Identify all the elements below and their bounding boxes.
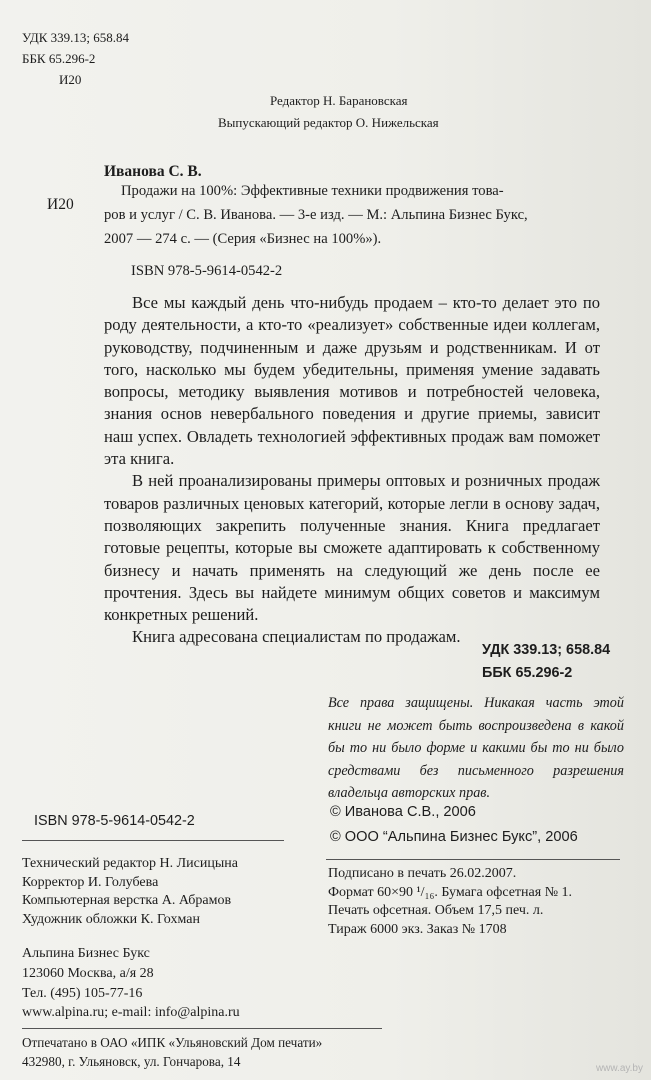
- publisher-name: Альпина Бизнес Букс: [22, 946, 150, 961]
- print-run-order: Тираж 6000 экз. Заказ № 1708: [328, 921, 507, 937]
- divider-right: [326, 859, 620, 860]
- bibliographic-line-1: Продажи на 100%: Эффективные техники продвижения това-: [121, 183, 504, 199]
- isbn-top: ISBN 978-5-9614-0542-2: [131, 263, 283, 279]
- editor-line: Редактор Н. Барановская: [270, 93, 408, 108]
- isbn-bottom: ISBN 978-5-9614-0542-2: [34, 813, 195, 829]
- annotation-paragraph: Все мы каждый день что-нибудь продаем – кто-то делает это по роду деятельности, а кто-то «реализует» собственные идеи коллегам, руководству, подчиненным и даже друзьям и родственникам. И от того, насколько мы будем убедительны, применяя умение задавать вопросы, методику выявления мотивов и потребностей человека, знания основ невербального поведения и другие приемы, зависит наш успех. Овладеть технологией эффективных продаж вам поможет эта книга.: [104, 293, 600, 469]
- copyright-publisher: © ООО “Альпина Бизнес Букс”, 2006: [330, 829, 578, 845]
- print-volume: Печать офсетная. Объем 17,5 печ. л.: [328, 903, 544, 919]
- bibliographic-line-2: ров и услуг / С. В. Иванова. — 3-е изд. — М.: Альпина Бизнес Букс,: [104, 207, 528, 223]
- rights-notice: Все права защищены. Никакая часть этой книги не может быть воспроизведена в какой бы то ни было форме и какими бы то ни было средствами без письменного разрешения владельца авторских прав.: [328, 695, 624, 801]
- layout-designer: Компьютерная верстка А. Абрамов: [22, 893, 232, 909]
- bbk-code-top: ББК 65.296-2: [22, 51, 96, 66]
- printer-address: 432980, г. Ульяновск, ул. Гончарова, 14: [22, 1054, 241, 1069]
- publisher-address: 123060 Москва, а/я 28: [22, 965, 154, 981]
- annotation-paragraph: Книга адресована специалистам по продажам.: [132, 627, 461, 647]
- managing-editor-line: Выпускающий редактор О. Нижельская: [218, 115, 439, 130]
- author-mark-top: И20: [59, 72, 82, 87]
- author-name: Иванова С. В.: [104, 163, 202, 180]
- imprint-left: [22, 855, 238, 929]
- copyright-author: © Иванова С.В., 2006: [330, 804, 476, 820]
- imprint-right: [328, 865, 572, 939]
- technical-editor: Технический редактор Н. Лисицына: [22, 856, 238, 871]
- bbk-code-bottom: ББК 65.296-2: [482, 665, 573, 681]
- annotation: [104, 292, 600, 649]
- bibliographic-line-3: 2007 — 274 с. — (Серия «Бизнес на 100%»).: [104, 231, 382, 247]
- annotation-paragraph: В ней проанализированы примеры оптовых и розничных продаж товаров различных ценовых категорий, которые легли в основу задач, позволяющих закрепить полученные знания. Книга предлагает готовые рецепты, которые вы сможете адаптировать к собственному бизнесу и начать применять на следующий же день после ее прочтения. Здесь вы найдете минимум общих советов и максимум конкретных решений.: [104, 471, 600, 625]
- udk-code-bottom: УДК 339.13; 658.84: [482, 642, 611, 658]
- author-mark: И20: [47, 196, 74, 213]
- format-paper: Формат 60×90 ¹/₁₆. Бумага офсетная № 1.: [328, 884, 573, 900]
- printer-info: [22, 1033, 322, 1071]
- publisher-phone: Тел. (495) 105-77-16: [22, 985, 143, 1001]
- publisher-info: [22, 944, 240, 1023]
- udk-code-top: УДК 339.13; 658.84: [22, 30, 130, 45]
- signed-for-print: Подписано в печать 26.02.2007.: [328, 866, 517, 881]
- printer-name: Отпечатано в ОАО «ИПК «Ульяновский Дом печати»: [22, 1035, 323, 1050]
- watermark: www.ay.by: [595, 1063, 643, 1074]
- publisher-web: www.alpina.ru; e-mail: info@alpina.ru: [22, 1005, 240, 1021]
- proofreader: Корректор И. Голубева: [22, 874, 159, 890]
- cover-artist: Художник обложки К. Гохман: [22, 911, 200, 927]
- divider-left: [22, 840, 284, 841]
- divider-printer: [22, 1028, 382, 1029]
